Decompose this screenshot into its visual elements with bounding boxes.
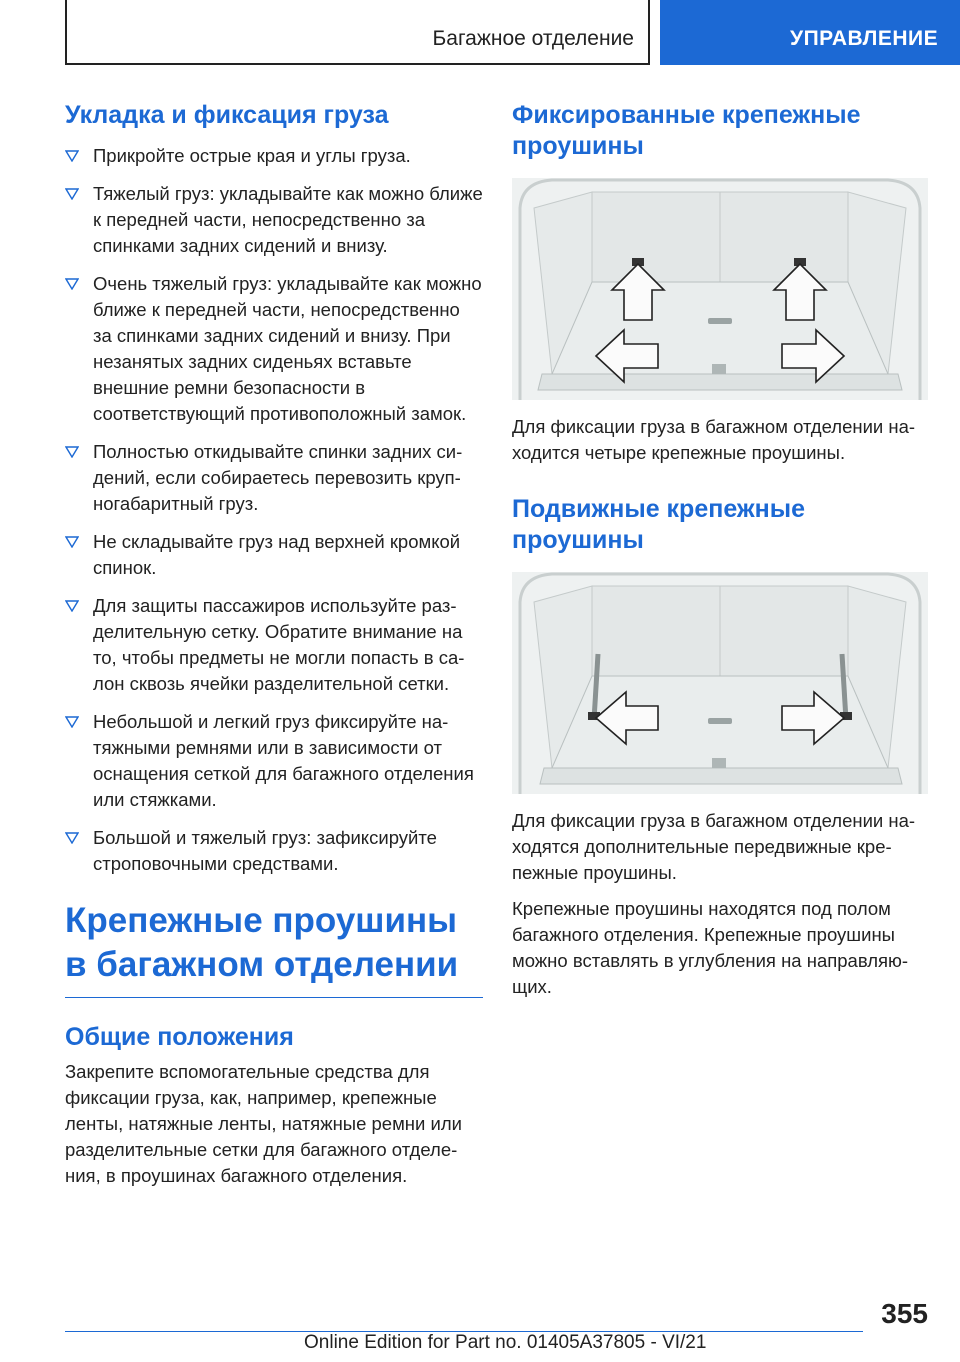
list-item: Для защиты пассажиров используйте разделительную сетку. Обратите внимание на то, чтобы предметы не могли попасть в салон сквозь ячейки разделительной сетки.: [65, 593, 483, 697]
fixed-eyelets-text: Для фиксации груза в багажном отделении находится четыре крепежные проушины.: [512, 416, 916, 463]
triangle-bullet-icon: [65, 600, 79, 612]
movable-eyelets-illustration: [512, 572, 928, 794]
list-item: Не складывайте груз над верхней кромкой спинок.: [65, 529, 483, 581]
list-item: Очень тяжелый груз: укладывайте как можно ближе к передней части, непосредственно за спинками задних сидений и внизу. При незанятых задних сиденьях вставьте внешние ремни безопасности в соответствующий противоположный замок.: [65, 271, 483, 427]
left-column: [65, 100, 483, 1189]
movable-eyelets-heading: Подвижные крепежные проушины: [512, 495, 805, 554]
movable-eyelets-text-1: Для фиксации груза в багажном отделении находятся дополнительные передвижные крепежные проушины.: [512, 810, 916, 883]
triangle-bullet-icon: [65, 716, 79, 728]
list-item: Прикройте острые края и углы груза.: [65, 143, 483, 169]
eyelets-section-heading: Крепежные проушины в багажном отделении: [65, 901, 459, 984]
list-item: Тяжелый груз: укладывайте как можно ближе к передней части, непосредственно за спинками задних сидений и внизу.: [65, 181, 483, 259]
general-paragraph: Закрепите вспомогательные средства для фиксации груза, как, например, крепежные ленты, натяжные ленты, натяжные ремни или разделительные сетки для багажного отделения, в проушинах багажного отделения.: [65, 1061, 462, 1186]
fixed-eyelets-heading: Фиксированные крепежные проушины: [512, 101, 861, 160]
triangle-bullet-icon: [65, 150, 79, 162]
header-chapter-title: УПРАВЛЕНИЕ: [790, 27, 939, 50]
list-item: Небольшой и легкий груз фиксируйте натяжными ремнями или в зависимости от оснащения сеткой для багажного отделения или стяжками.: [65, 709, 483, 813]
section-divider: [65, 997, 483, 998]
general-subheading: Общие положения: [65, 1023, 294, 1051]
fixed-eyelets-illustration: [512, 178, 928, 400]
header-section-tab: [65, 0, 650, 65]
right-column: [512, 100, 928, 1000]
triangle-bullet-icon: [65, 446, 79, 458]
movable-eyelets-text-2: Крепежные проушины находятся под полом багажного отделения. Крепежные проушины можно вставлять в углубления на направляющих.: [512, 898, 909, 997]
page-number: 355: [881, 1298, 928, 1329]
list-item: Полностью откидывайте спинки задних сидений, если собираетесь перевозить крупногабаритный груз.: [65, 439, 483, 517]
list-item: Большой и тяжелый груз: зафиксируйте строповочными средствами.: [65, 825, 483, 877]
header-section-title: Багажное отделение: [432, 27, 634, 50]
triangle-bullet-icon: [65, 536, 79, 548]
loading-heading: Укладка и фиксация груза: [65, 101, 389, 129]
loading-bullet-list: [65, 143, 483, 877]
triangle-bullet-icon: [65, 278, 79, 290]
header-chapter-tab: [660, 0, 960, 65]
triangle-bullet-icon: [65, 188, 79, 200]
triangle-bullet-icon: [65, 832, 79, 844]
footer-edition: Online Edition for Part no. 01405A37805 - VI/21: [304, 1332, 707, 1353]
